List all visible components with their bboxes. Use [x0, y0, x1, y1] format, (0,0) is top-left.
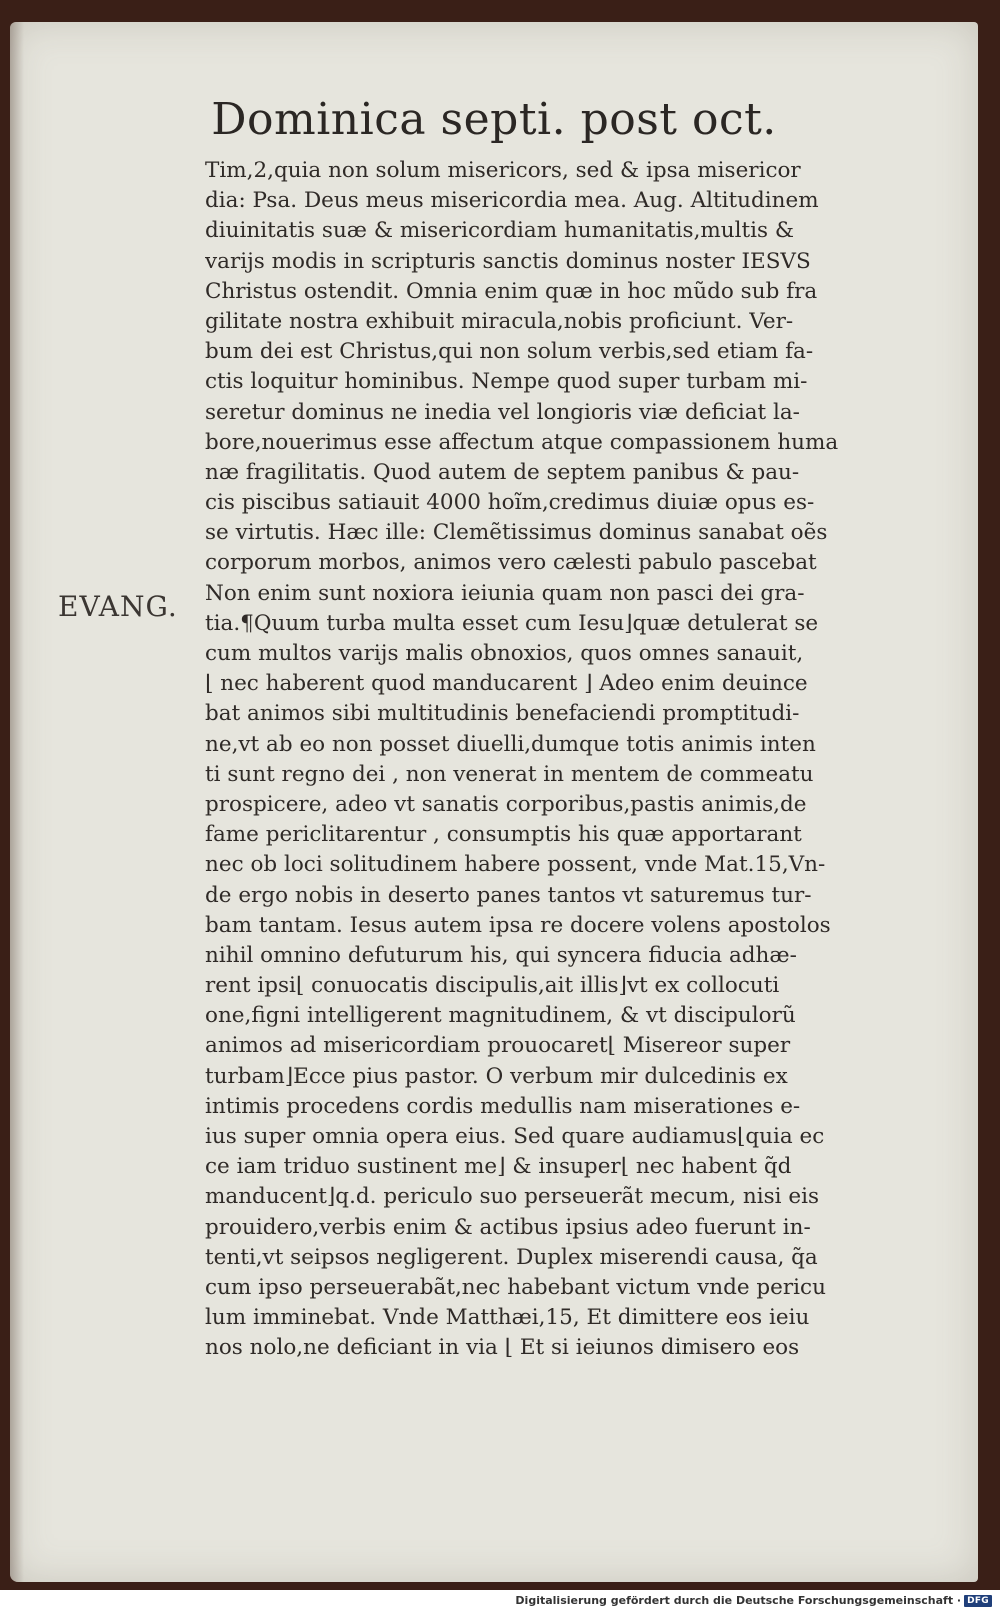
text-line: turbam⌋Ecce pius pastor. O verbum mir dulcedinis ex [205, 1063, 788, 1089]
margin-note: EVANG. [58, 590, 178, 623]
text-line: ctis loquitur hominibus. Nempe quod super turbam mi- [205, 369, 808, 395]
text-line: ti sunt regno dei , non venerat in mentem de commeatu [205, 761, 814, 787]
text-line: one,figni intelligerent magnitudinem, & vt discipulorũ [205, 1003, 796, 1029]
text-line: tia.¶Quum turba multa esset cum Iesu⌋quæ detulerat se [205, 610, 819, 636]
text-line: cum multos varijs malis obnoxios, quos omnes sanauit, [205, 641, 804, 666]
text-line: ne,vt ab eo non posset diuelli,dumque totis animis inten [205, 731, 816, 757]
book-page [10, 22, 978, 1582]
text-line: lum imminebat. Vnde Matthæi,15, Et dimittere eos ieiu [205, 1305, 810, 1331]
text-line: rent ipsi⌊ conuocatis discipulis,ait illis⌋vt ex collocuti [205, 973, 780, 999]
text-line: animos ad misericordiam prouocaret⌊ Misereor super [205, 1033, 791, 1059]
body-text [205, 156, 895, 1364]
text-line: ⌊ nec haberent quod manducarent ⌋ Adeo enim deuince [205, 671, 808, 697]
text-line: varijs modis in scripturis sanctis dominus noster IESVS [205, 248, 811, 274]
text-line: ce iam triduo sustinent me⌋ & insuper⌊ nec habent q̃d [205, 1154, 792, 1180]
text-line: ius super omnia opera eius. Sed quare audiamus⌊quia ec [205, 1124, 825, 1149]
text-line: prospicere, adeo vt sanatis corporibus,pastis animis,de [205, 791, 807, 817]
text-line: diuinitatis suæ & misericordiam humanitatis,multis & [205, 218, 795, 244]
text-line: se virtutis. Hæc ille: Clemẽtissimus dominus sanabat oẽs [205, 520, 828, 546]
text-line: nihil omnino defuturum his, qui syncera fiducia adhæ- [205, 942, 797, 968]
text-line: Christus ostendit. Omnia enim quæ in hoc mũdo sub fra [205, 278, 818, 304]
text-line: fame periclitarentur , consumptis his quæ apportarant [205, 822, 802, 848]
digitization-footer [515, 1594, 992, 1607]
footer-text: Digitalisierung gefördert durch die Deutsche Forschungsgemeinschaft · [515, 1594, 962, 1607]
text-line: prouidero,verbis enim & actibus ipsius adeo fuerunt in- [205, 1214, 811, 1240]
text-line: bam tantam. Iesus autem ipsa re docere volens apostolos [205, 912, 831, 938]
text-line: næ fragilitatis. Quod autem de septem panibus & pau- [205, 459, 800, 485]
text-line: manducent⌋q.d. periculo suo perseuerãt mecum, nisi eis [205, 1184, 819, 1210]
text-line: cum ipso perseuerabãt,nec habebant victum vnde pericu [205, 1274, 826, 1300]
text-line: nos nolo,ne deficiant in via ⌊ Et si ieiunos dimisero eos [205, 1335, 800, 1361]
text-line: seretur dominus ne inedia vel longioris viæ deficiat la- [205, 399, 800, 425]
text-line: bum dei est Christus,qui non solum verbis,sed etiam fa- [205, 339, 814, 365]
text-line: de ergo nobis in deserto panes tantos vt saturemus tur- [205, 882, 812, 908]
text-line: bat animos sibi multitudinis benefaciendi promptitudi- [205, 701, 800, 727]
text-line: nec ob loci solitudinem habere possent, vnde Mat.15,Vn- [205, 852, 826, 878]
running-head: Dominica septi. post oct. [211, 94, 777, 145]
text-line: Tim,2,quia non solum misericors, sed & ipsa misericor [205, 158, 801, 183]
text-line: intimis procedens cordis medullis nam miserationes e- [205, 1093, 801, 1119]
text-line: bore,nouerimus esse affectum atque compassionem huma [205, 429, 839, 455]
text-line: gilitate nostra exhibuit miracula,nobis proficiunt. Ver- [205, 308, 794, 334]
dfg-logo: DFG [964, 1595, 992, 1607]
text-line: cis piscibus satiauit 4000 hoĩm,credimus diuiæ opus es- [205, 490, 815, 516]
text-line: tenti,vt seipsos negligerent. Duplex miserendi causa, q̃a [205, 1244, 818, 1270]
text-line: corporum morbos, animos vero cælesti pabulo pascebat [205, 550, 817, 576]
text-line: Non enim sunt noxiora ieiunia quam non pasci dei gra- [205, 580, 805, 606]
text-line: dia: Psa. Deus meus misericordia mea. Aug. Altitudinem [205, 188, 819, 214]
